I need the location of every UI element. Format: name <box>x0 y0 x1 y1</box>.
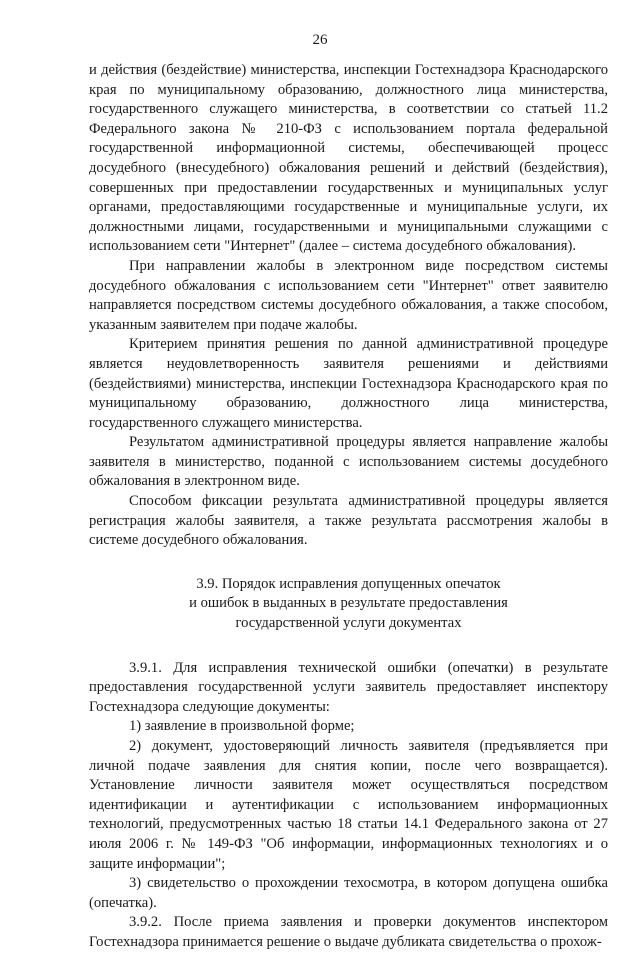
list-item: 2) документ, удостоверяющий личность заявителя (предъявляется при личной подаче заявления для снятия копии, после чего возвращается). Установление личности заявителя может осуществляться посредством идентификации и аутентификации с использованием информационных технологий, предусмотренных частью 18 статьи 14.1 Федерального закона от 27 июля 2006 г. № 149-ФЗ "Об информации, информационных технологиях и о защите информации"; <box>89 738 608 872</box>
section-heading <box>89 575 608 634</box>
paragraph-continuation: и действия (бездействие) министерства, инспекции Гостехнадзора Краснодарского края по муниципальному образованию, должностного лица министерства, государственного служащего министерства, в соответствии со статьей 11.2 Федерального закона № 210-ФЗ с использованием портала федеральной государственной информационной системы, обеспечивающей процесс досудебного (внесудебного) обжалования решений и действий (бездействия), совершенных при предоставлении государственных и муниципальных услуг органами, предоставляющими государственные и муниципальные услуги, их должностными лицами, государственными и муниципальными служащими с использованием сети "Интернет" (далее – система досудебного обжалования). <box>89 62 608 255</box>
section-heading-line: 3.9. Порядок исправления допущенных опечаток <box>196 575 501 592</box>
page-number: 26 <box>312 32 328 48</box>
paragraph-decision-criterion: Критерием принятия решения по данной административной процедуре является неудовлетворенность заявителя решениями и действиями (бездействиями) министерства, инспекции Гостехнадзора Краснодарского края по муниципальному образованию, должностного лица министерства, государственного служащего министерства. <box>89 336 608 431</box>
paragraph-result-fixation: Способом фиксации результата административной процедуры является регистрация жалобы заявителя, а также результата рассмотрения жалобы в системе досудебного обжалования. <box>89 493 608 549</box>
section-heading-line: и ошибок в выданных в результате предоставления <box>189 595 508 612</box>
section-heading-line: государственной услуги документах <box>235 615 462 632</box>
paragraph-electronic-response: При направлении жалобы в электронном виде посредством системы досудебного обжалования с использованием сети "Интернет" ответ заявителю направляется посредством системы досудебного обжалования, а также способом, указанным заявителем при подаче жалобы. <box>89 257 608 333</box>
list-item: 1) заявление в произвольной форме; <box>129 718 355 735</box>
paragraph-3-9-2: 3.9.2. После приема заявления и проверки документов инспектором Гостехнадзора принимается решение о выдаче дубликата свидетельства о прохож- <box>89 914 608 950</box>
paragraph-3-9-1: 3.9.1. Для исправления технической ошибки (опечатки) в результате предоставления государственной услуги заявитель предоставляет инспектору Гостехнадзора следующие документы: <box>89 659 608 715</box>
document-body <box>89 61 608 953</box>
paragraph-procedure-result: Результатом административной процедуры является направление жалобы заявителя в министерство, поданной с использованием системы досудебного обжалования в электронном виде. <box>89 434 608 490</box>
list-item: 3) свидетельство о прохождении техосмотра, в котором допущена ошибка (опечатка). <box>89 875 608 911</box>
